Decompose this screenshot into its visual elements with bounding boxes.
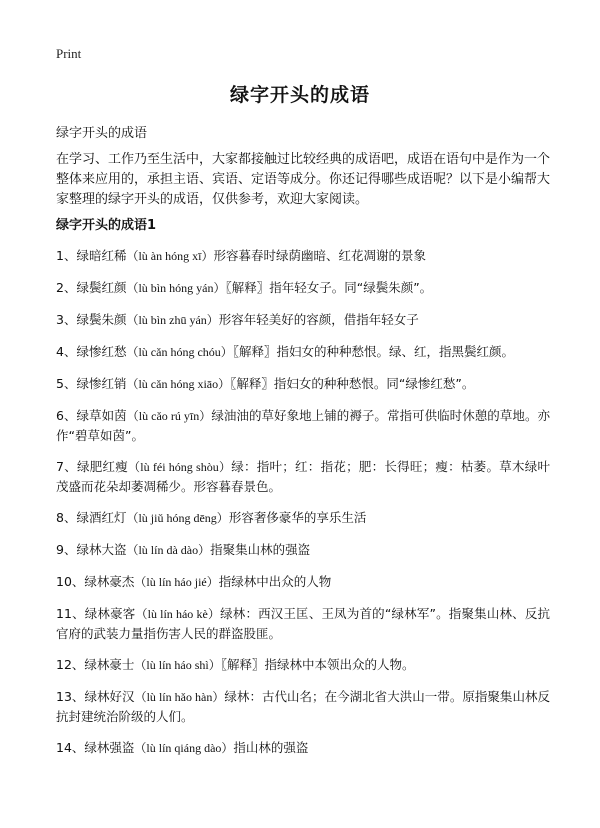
idiom-list bbox=[56, 246, 550, 770]
entry-number: 10、 bbox=[56, 574, 85, 589]
entry-number: 2、 bbox=[56, 280, 77, 295]
idiom-word: 绿林豪客 bbox=[84, 606, 136, 621]
idiom-word: 绿酒红灯 bbox=[76, 510, 127, 525]
idiom-word: 绿林豪杰 bbox=[84, 574, 135, 589]
idiom-word: 绿林大盗 bbox=[76, 542, 127, 557]
list-item bbox=[56, 687, 550, 726]
list-item bbox=[56, 508, 550, 528]
page-title: 绿字开头的成语 bbox=[229, 84, 370, 106]
entry-number: 3、 bbox=[56, 312, 77, 327]
idiom-pinyin: （lù jiǔ hóng dēng） bbox=[126, 511, 229, 525]
idiom-word: 绿鬓红颜 bbox=[76, 280, 127, 295]
idiom-definition: 〖解释〗指妇女的种种愁恨。同“绿惨红愁”。 bbox=[230, 376, 475, 391]
idiom-word: 绿肥红瘦 bbox=[76, 459, 129, 474]
document-subtitle: 绿字开头的成语 bbox=[56, 126, 148, 141]
idiom-pinyin: （lù lín háo kè） bbox=[135, 607, 221, 621]
entry-number: 7、 bbox=[56, 459, 77, 474]
idiom-word: 绿草如茵 bbox=[76, 408, 127, 423]
idiom-word: 绿暗红稀 bbox=[76, 248, 127, 263]
idiom-definition: 绿林：古代山名；在今湖北省大洪山一带。原指聚集山林反抗封建统治阶级的人们。 bbox=[56, 689, 551, 724]
entry-number: 9、 bbox=[56, 542, 77, 557]
idiom-definition: 形容奢侈豪华的享乐生活 bbox=[228, 510, 367, 525]
idiom-definition: 形容年轻美好的容颜，借指年轻女子 bbox=[218, 312, 419, 327]
list-item bbox=[56, 374, 550, 394]
idiom-definition: 〖解释〗指年轻女子。同“绿鬓朱颜”。 bbox=[225, 280, 433, 295]
entry-number: 4、 bbox=[56, 344, 77, 359]
idiom-definition: 形容暮春时绿荫幽暗、红花凋谢的景象 bbox=[213, 248, 426, 263]
list-item bbox=[56, 540, 550, 560]
idiom-pinyin: （lù àn hóng xī） bbox=[126, 249, 214, 263]
entry-number: 14、 bbox=[56, 740, 85, 755]
idiom-pinyin: （lù lín háo jié） bbox=[134, 575, 219, 589]
entry-number: 5、 bbox=[56, 376, 77, 391]
idiom-pinyin: （lù cǎn hóng chóu） bbox=[126, 345, 233, 359]
idiom-pinyin: （lù bìn zhū yán） bbox=[126, 313, 219, 327]
entry-number: 11、 bbox=[56, 606, 85, 621]
intro-paragraph: 在学习、工作乃至生活中，大家都接触过比较经典的成语吧，成语在语句中是作为一个整体来应用的，承担主语、宾语、定语等成分。你还记得哪些成语呢？以下是小编帮大家整理的绿字开头的成语，仅供参考，欢迎大家阅读。 bbox=[56, 152, 551, 207]
list-item bbox=[56, 457, 550, 496]
entry-number: 6、 bbox=[56, 408, 77, 423]
list-item bbox=[56, 572, 550, 592]
list-item bbox=[56, 406, 550, 445]
idiom-definition: 指山林的强盗 bbox=[233, 740, 309, 755]
idiom-definition: 绿油油的草好象地上铺的褥子。常指可供临时休憩的草地。亦作“碧草如茵”。 bbox=[56, 408, 550, 443]
entry-number: 13、 bbox=[56, 689, 85, 704]
list-item bbox=[56, 246, 550, 266]
idiom-pinyin: （lù cǎo rú yīn） bbox=[126, 409, 212, 423]
entry-number: 12、 bbox=[56, 657, 85, 672]
idiom-definition: 绿：指叶；红：指花；肥：长得旺；瘦：枯萎。草木绿叶茂盛而花朵却萎凋稀少。形容暮春景色。 bbox=[56, 459, 550, 494]
print-label: Print bbox=[56, 46, 82, 61]
idiom-pinyin: （lù lín háo shì） bbox=[134, 658, 221, 672]
idiom-pinyin: （lù lín dà dào） bbox=[126, 543, 211, 557]
idiom-definition: 绿林：西汉王匡、王凤为首的“绿林军”。指聚集山林、反抗官府的武装力量指伤害人民的群盗股匪。 bbox=[56, 606, 551, 641]
list-item bbox=[56, 310, 550, 330]
entry-number: 1、 bbox=[56, 248, 77, 263]
idiom-definition: 〖解释〗指绿林中本领出众的人物。 bbox=[220, 657, 415, 672]
idiom-pinyin: （lù cǎn hóng xiāo） bbox=[126, 377, 231, 391]
idiom-definition: 指绿林中出众的人物 bbox=[218, 574, 332, 589]
idiom-word: 绿惨红愁 bbox=[76, 344, 127, 359]
idiom-definition: 指聚集山林的强盗 bbox=[210, 542, 311, 557]
list-item bbox=[56, 342, 550, 362]
idiom-pinyin: （lù lín qiáng dào） bbox=[134, 741, 234, 755]
list-item bbox=[56, 738, 550, 758]
idiom-word: 绿鬓朱颜 bbox=[76, 312, 127, 327]
idiom-pinyin: （lù féi hóng shòu） bbox=[128, 460, 232, 474]
idiom-word: 绿林强盗 bbox=[84, 740, 135, 755]
idiom-word: 绿林好汉 bbox=[84, 689, 135, 704]
idiom-definition: 〖解释〗指妇女的种种愁恨。绿、红，指黑鬓红颜。 bbox=[232, 344, 515, 359]
entry-number: 8、 bbox=[56, 510, 77, 525]
idiom-pinyin: （lù bìn hóng yán） bbox=[126, 281, 226, 295]
section-heading: 绿字开头的成语1 bbox=[56, 218, 157, 233]
list-item bbox=[56, 604, 550, 643]
list-item bbox=[56, 278, 550, 298]
list-item bbox=[56, 655, 550, 675]
idiom-pinyin: （lù lín hǎo hàn） bbox=[134, 690, 225, 704]
idiom-word: 绿林豪士 bbox=[84, 657, 135, 672]
idiom-word: 绿惨红销 bbox=[76, 376, 127, 391]
